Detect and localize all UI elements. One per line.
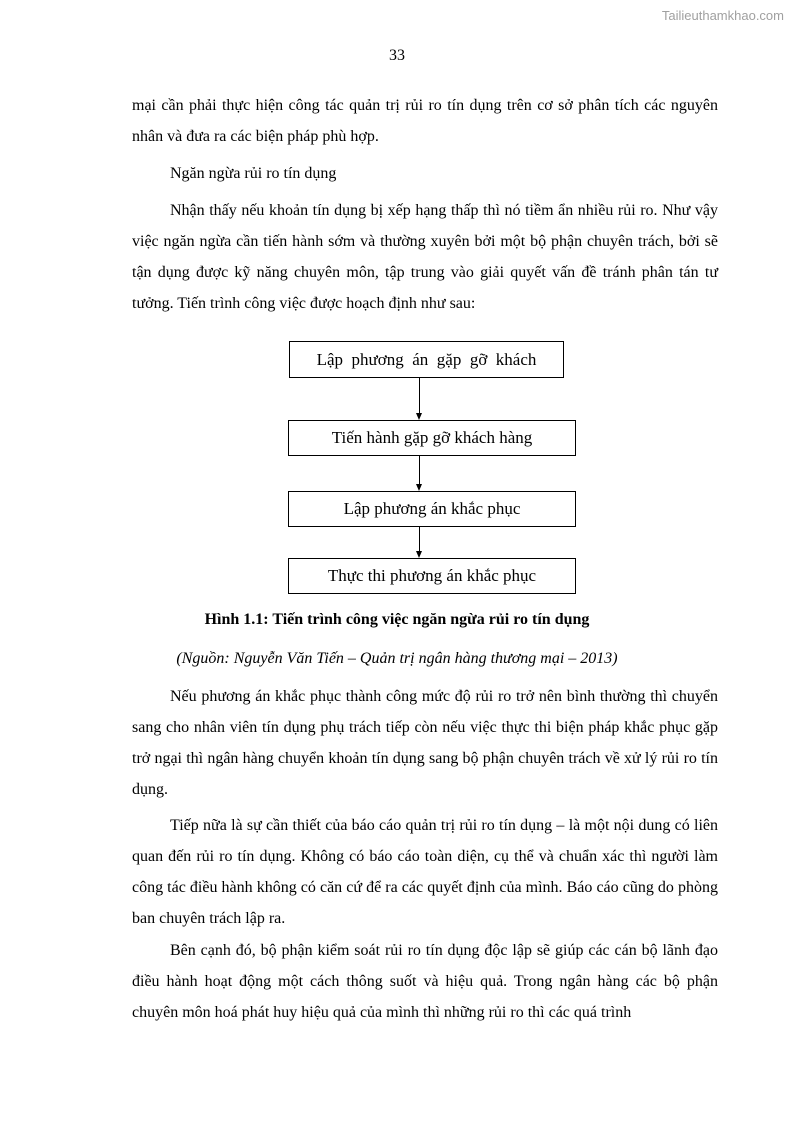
flowchart-step-2-label: Tiến hành gặp gỡ khách hàng (331, 428, 533, 447)
watermark: Tailieuthamkhao.com (661, 8, 784, 23)
arrow-down-icon (419, 456, 421, 491)
paragraph-prevention: Nhận thấy nếu khoản tín dụng bị xếp hạng thấp thì nó tiềm ẩn nhiều rủi ro. Như vậy việc ngăn ngừa cần tiến hành sớm và thường xuyên bởi một bộ phận chuyên trách, bởi sẽ tận dụng được kỹ năng chuyên môn, tập trung vào giải quyết vấn đề tránh phân tán tư tưởng. Tiến trình công việc được hoạch định như sau: (132, 202, 718, 312)
figure-source: (Nguồn: Nguyễn Văn Tiến – Quản trị ngân hàng thương mại – 2013) (176, 650, 618, 667)
flowchart-step-1 (289, 341, 564, 378)
paragraph-intro: mại cần phải thực hiện công tác quản trị rủi ro tín dụng trên cơ sở phân tích các nguyên nhân và đưa ra các biện pháp phù hợp. (132, 97, 718, 145)
paragraph-control: Bên cạnh đó, bộ phận kiểm soát rủi ro tín dụng độc lập sẽ giúp các cán bộ lãnh đạo điều hành hoạt động một cách thông suốt và hiệu quả. Trong ngân hàng các bộ phận chuyên môn hoá phát huy hiệu quả của mình thì những rủi ro thì các quá trình (132, 942, 718, 1021)
paragraph-reporting: Tiếp nữa là sự cần thiết của báo cáo quản trị rủi ro tín dụng – là một nội dung có liên quan đến rủi ro tín dụng. Không có báo cáo toàn diện, cụ thể và chuẩn xác thì người làm công tác điều hành không có căn cứ để ra các quyết định của mình. Báo cáo cũng do phòng ban chuyên trách lập ra. (132, 817, 718, 927)
flowchart-step-4 (288, 558, 576, 594)
figure-caption: Hình 1.1: Tiến trình công việc ngăn ngừa rủi ro tín dụng (204, 611, 590, 628)
flowchart-step-3 (288, 491, 576, 527)
page-number: 33 (389, 47, 405, 64)
section-heading: Ngăn ngừa rủi ro tín dụng (170, 165, 337, 182)
flowchart-step-3-label: Lập phương án khắc phục (343, 499, 521, 518)
flowchart-step-1-label: Lập phương án gặp gỡ khách (316, 349, 537, 369)
arrow-down-icon (419, 378, 421, 420)
flowchart-step-4-label: Thực thi phương án khắc phục (327, 566, 537, 585)
arrow-down-icon (419, 527, 421, 558)
flowchart-step-2 (288, 420, 576, 456)
paragraph-remediation: Nếu phương án khắc phục thành công mức độ rủi ro trở nên bình thường thì chuyển sang cho nhân viên tín dụng phụ trách tiếp còn nếu việc thực thi biện pháp khắc phục gặp trở ngại thì ngân hàng chuyển khoản tín dụng sang bộ phận chuyên trách về xử lý rủi ro tín dụng. (132, 688, 718, 798)
